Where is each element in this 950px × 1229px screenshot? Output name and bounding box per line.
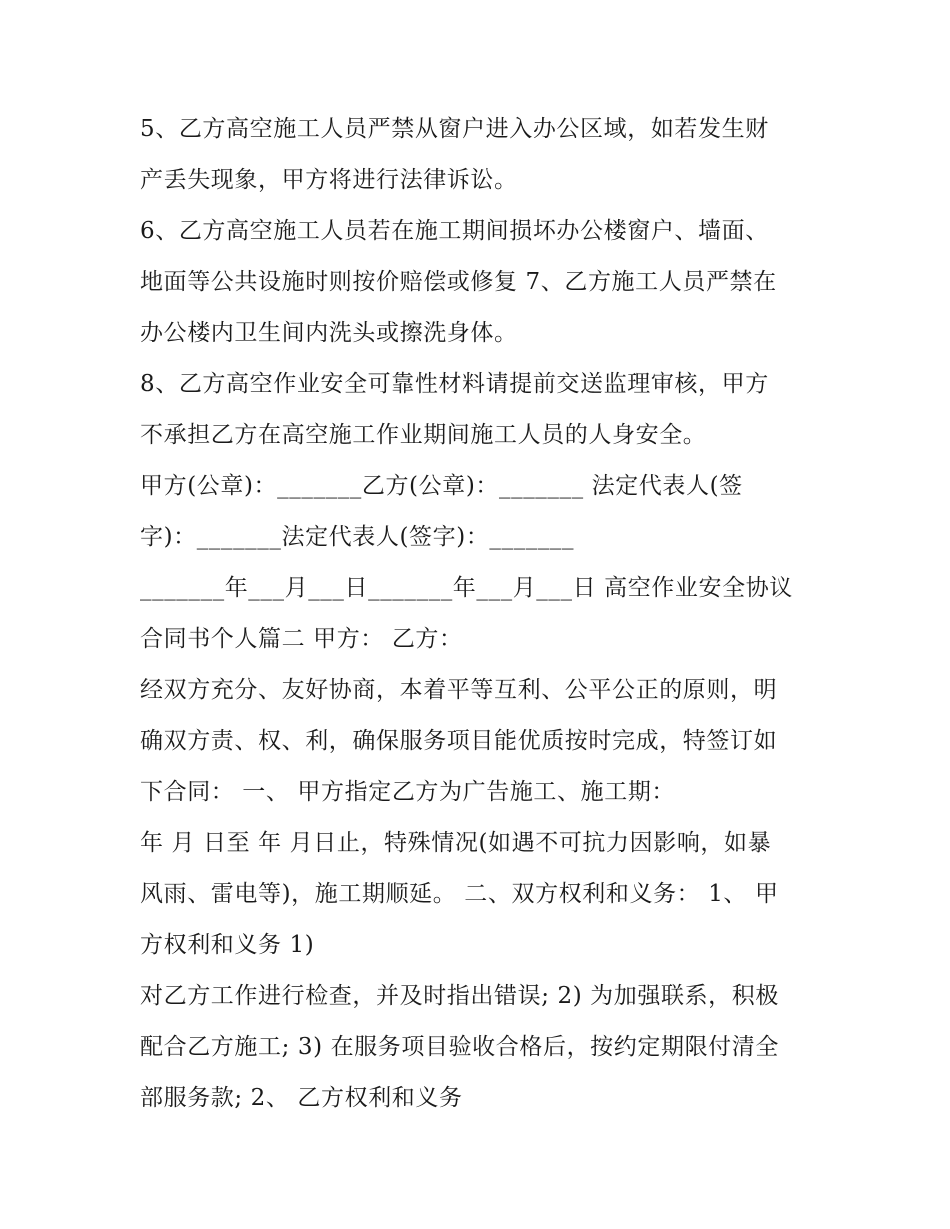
text-line-6: 8、乙方高空作业安全可靠性材料请提前交送监理审核，甲方 xyxy=(140,371,769,397)
text-line-3: 6、乙方高空施工人员若在施工期间损坏办公楼窗户、墙面、 xyxy=(140,218,769,244)
text-line-16: 风雨、雷电等)，施工期顺延。 二、双方权利和义务： 1、 甲 xyxy=(140,881,779,907)
text-line-1: 5、乙方高空施工人员严禁从窗户进入办公区域，如若发生财 xyxy=(140,116,769,142)
text-line-9: 字)：_______法定代表人(签字)：_______ xyxy=(140,524,575,550)
text-line-10: _______年___月___日_______年___月___日 高空作业安全协议 xyxy=(140,575,793,601)
text-line-8: 甲方(公章)：_______乙方(公章)：_______ 法定代表人(签 xyxy=(140,473,743,499)
text-line-2: 产丢失现象，甲方将进行法律诉讼。 xyxy=(140,167,518,193)
text-line-13: 确双方责、权、利，确保服务项目能优质按时完成，特签订如 xyxy=(140,728,778,754)
text-line-17: 方权利和义务 1) xyxy=(140,932,315,958)
text-line-5: 办公楼内卫生间内洗头或擦洗身体。 xyxy=(140,320,518,346)
text-line-15: 年 月 日至 年 月日止，特殊情况(如遇不可抗力因影响，如暴 xyxy=(140,830,772,856)
text-line-11: 合同书个人篇二 甲方： 乙方： xyxy=(140,626,463,652)
text-line-18: 对乙方工作进行检查，并及时指出错误; 2) 为加强联系，积极 xyxy=(140,983,779,1009)
text-line-19: 配合乙方施工; 3) 在服务项目验收合格后，按约定期限付清全 xyxy=(140,1034,779,1060)
text-line-14: 下合同： 一、 甲方指定乙方为广告施工、施工期： xyxy=(140,779,676,805)
text-line-7: 不承担乙方在高空施工作业期间施工人员的人身安全。 xyxy=(140,422,707,448)
text-line-20: 部服务款; 2、 乙方权利和义务 xyxy=(140,1085,463,1111)
document-body xyxy=(140,104,830,1124)
text-line-12: 经双方充分、友好协商，本着平等互利、公平公正的原则，明 xyxy=(140,677,778,703)
text-line-4: 地面等公共设施时则按价赔偿或修复 7、乙方施工人员严禁在 xyxy=(140,269,777,295)
